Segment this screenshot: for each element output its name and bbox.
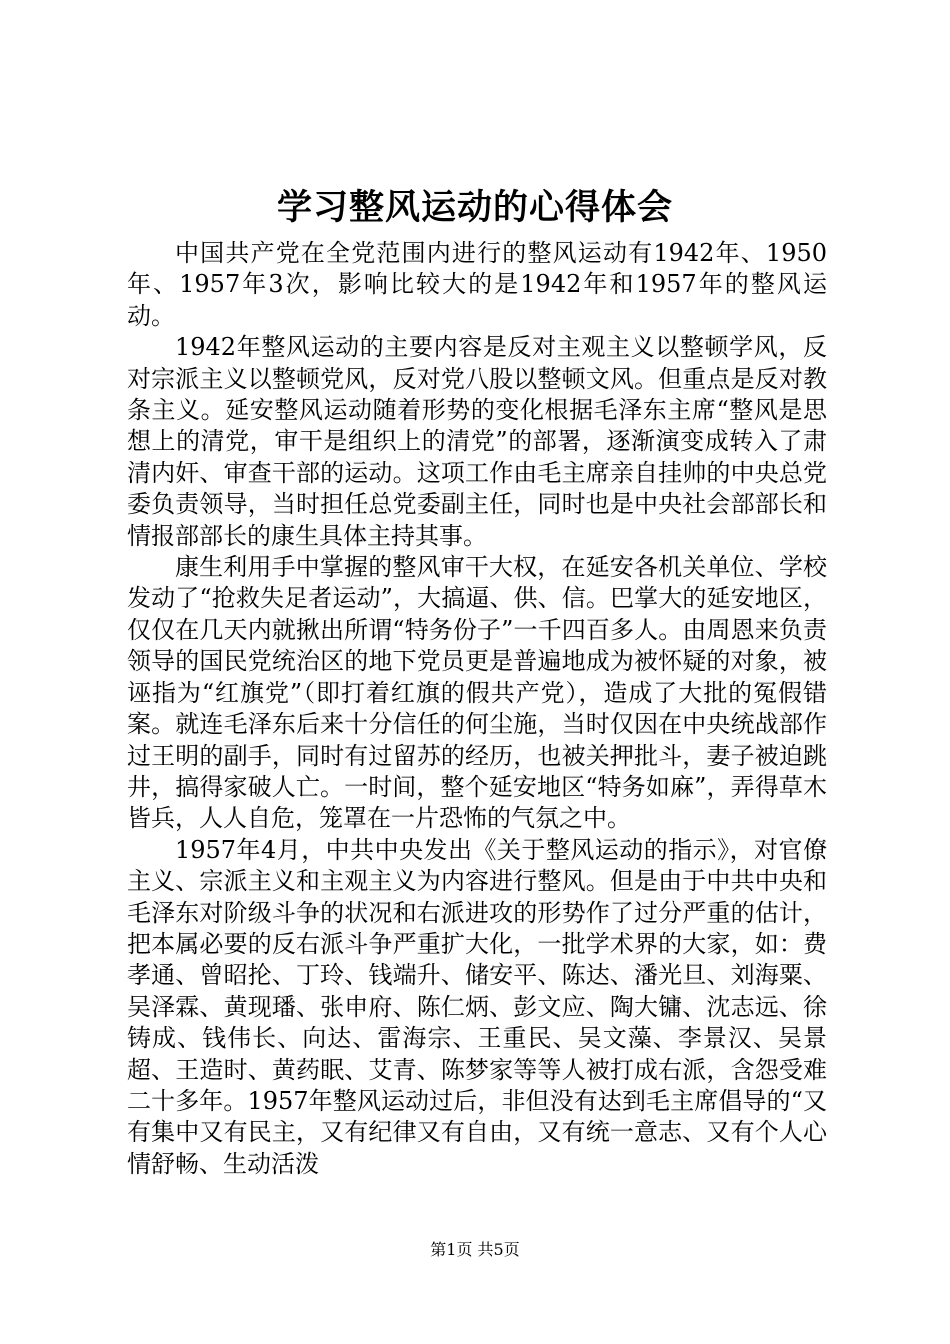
- page-footer: 第1页 共5页: [430, 1240, 520, 1259]
- paragraph-1: 中国共产党在全党范围内进行的整风运动有1942年、1950年、1957年3次，影响比较大的是1942年和1957年的整风运动。: [127, 239, 827, 330]
- paragraph-4: 1957年4月，中共中央发出《关于整风运动的指示》，对官僚主义、宗派主义和主观主义为内容进行整风。但是由于中共中央和毛泽东对阶级斗争的状况和右派进攻的形势作了过分严重的估计，把本属必要的反右派斗争严重扩大化，一批学术界的大家，如：费孝通、曾昭抡、丁玲、钱端升、储安平、陈达、潘光旦、刘海粟、吴泽霖、黄现璠、张申府、陈仁炳、彭文应、陶大镛、沈志远、徐铸成、钱伟长、向达、雷海宗、王重民、吴文藻、李景汉、吴景超、王造时、黄药眠、艾青、陈梦家等等人被打成右派，含怨受难二十多年。1957年整风运动过后，非但没有达到毛主席倡导的“又有集中又有民主，又有纪律又有自由，又有统一意志、又有个人心情舒畅、生动活泼: [127, 835, 827, 1178]
- paragraph-2: 1942年整风运动的主要内容是反对主观主义以整顿学风，反对宗派主义以整顿党风，反对党八股以整顿文风。但重点是反对教条主义。延安整风运动随着形势的变化根据毛泽东主席“整风是思想上的清党，审干是组织上的清党”的部署，逐渐演变成转入了肃清内奸、审查干部的运动。这项工作由毛主席亲自挂帅的中央总党委负责领导，当时担任总党委副主任，同时也是中央社会部部长和情报部部长的康生具体主持其事。: [127, 333, 827, 550]
- document-body: [127, 238, 827, 1180]
- paragraph-3: 康生利用手中掌握的整风审干大权，在延安各机关单位、学校发动了“抢救失足者运动”，大搞逼、供、信。巴掌大的延安地区，仅仅在几天内就揪出所谓“特务份子”一千四百多人。由周恩来负责领导的国民党统治区的地下党员更是普遍地成为被怀疑的对象，被诬指为“红旗党”（即打着红旗的假共产党），造成了大批的冤假错案。就连毛泽东后来十分信任的何尘施，当时仅因在中央统战部作过王明的副手，同时有过留苏的经历，也被关押批斗，妻子被迫跳井，搞得家破人亡。一时间，整个延安地区“特务如麻”，弄得草木皆兵，人人自危，笼罩在一片恐怖的气氛之中。: [127, 553, 827, 833]
- document-title: 学习整风运动的心得体会: [276, 188, 673, 228]
